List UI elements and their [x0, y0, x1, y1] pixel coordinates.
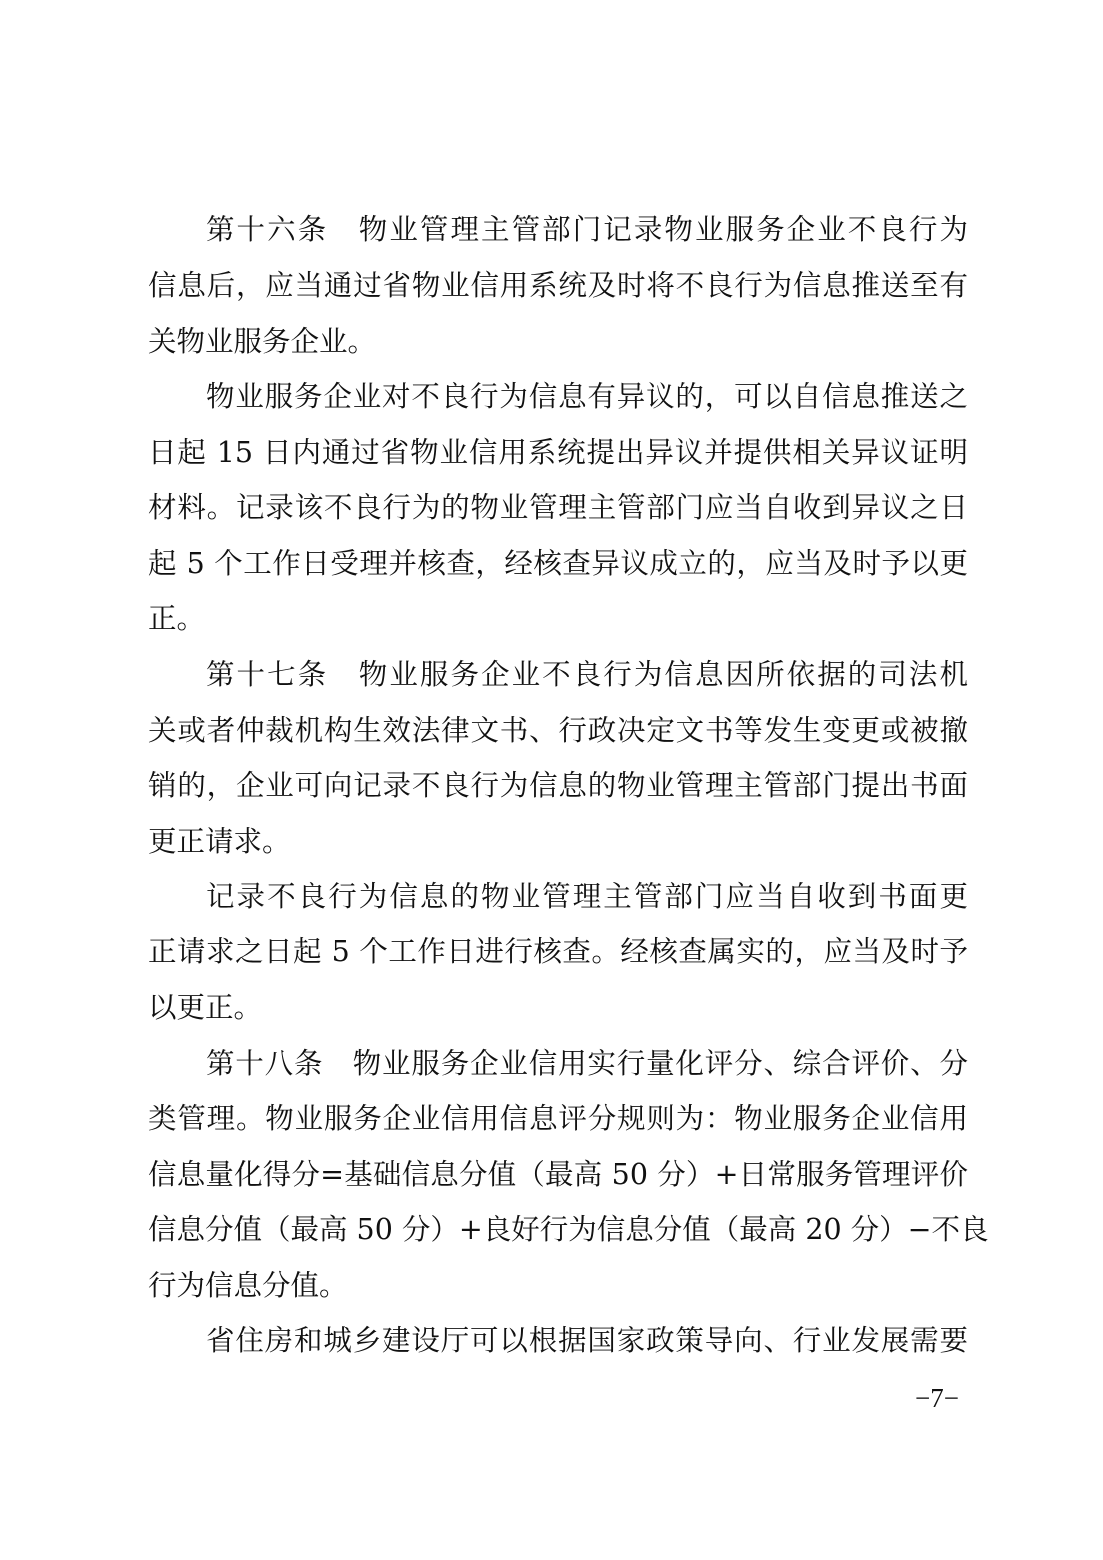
text-line: 更正请求。 [148, 825, 291, 858]
article-17-heading-line: 第十七条 物业服务企业不良行为信息因所依据的司法机 [206, 658, 968, 691]
text-line: 类管理。物业服务企业信用信息评分规则为：物业服务企业信用 [148, 1102, 968, 1135]
text-line: 信息量化得分=基础信息分值（最高 50 分）+日常服务管理评价 [148, 1158, 968, 1191]
article-18-heading-line: 第十八条 物业服务企业信用实行量化评分、综合评价、分 [206, 1047, 968, 1080]
paragraph-start-line: 记录不良行为信息的物业管理主管部门应当自收到书面更 [206, 880, 968, 913]
article-16-heading-line: 第十六条 物业管理主管部门记录物业服务企业不良行为 [206, 213, 968, 246]
text-line: 起 5 个工作日受理并核查，经核查异议成立的，应当及时予以更 [148, 547, 968, 580]
text-line: 正请求之日起 5 个工作日进行核查。经核查属实的，应当及时予 [148, 935, 968, 968]
text-line: 信息后，应当通过省物业信用系统及时将不良行为信息推送至有 [148, 269, 968, 302]
page-number: −7− [915, 1383, 959, 1413]
paragraph-start-line: 省住房和城乡建设厅可以根据国家政策导向、行业发展需要 [206, 1324, 968, 1357]
text-line: 信息分值（最高 50 分）+良好行为信息分值（最高 20 分）−不良 [148, 1213, 989, 1246]
text-line: 关或者仲裁机构生效法律文书、行政决定文书等发生变更或被撤 [148, 714, 968, 747]
text-line: 销的，企业可向记录不良行为信息的物业管理主管部门提出书面 [148, 769, 968, 802]
text-line: 行为信息分值。 [148, 1269, 348, 1302]
text-line: 材料。记录该不良行为的物业管理主管部门应当自收到异议之日 [148, 491, 968, 524]
text-line: 关物业服务企业。 [148, 325, 377, 358]
text-line: 正。 [148, 602, 206, 635]
paragraph-start-line: 物业服务企业对不良行为信息有异议的，可以自信息推送之 [206, 380, 968, 413]
text-line: 日起 15 日内通过省物业信用系统提出异议并提供相关异议证明 [148, 436, 968, 469]
text-line: 以更正。 [148, 991, 263, 1024]
